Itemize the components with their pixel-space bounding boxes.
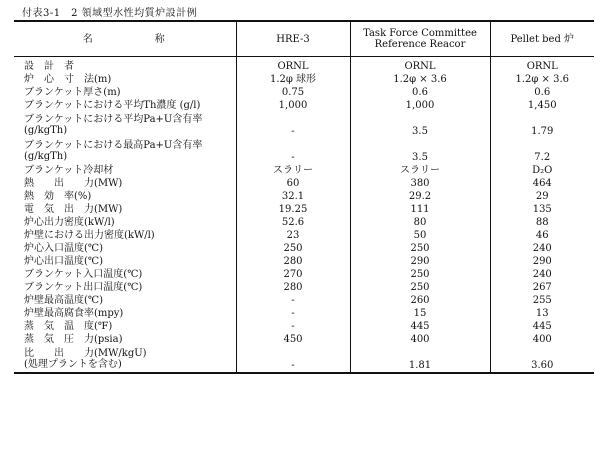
cell-v3: 400 xyxy=(490,333,594,346)
cell-v2: 80 xyxy=(350,216,490,229)
cell-v3: 1.2φ × 3.6 xyxy=(490,73,594,86)
header-name-right: 称 xyxy=(154,33,167,45)
row-label-line: ブランケットにおける平均Pa+U含有率 xyxy=(24,114,203,125)
cell-v1: 1,000 xyxy=(236,99,350,112)
row-label-line: 炉壁最高腐食率(mpy) xyxy=(24,308,124,319)
cell-v1: 450 xyxy=(236,333,350,346)
row-label-line: ブランケットにおける平均Th濃度 (g/l) xyxy=(24,100,201,111)
cell-v1: 52.6 xyxy=(236,216,350,229)
table-row xyxy=(14,203,594,216)
cell-v3: 3.60 xyxy=(490,346,594,373)
table-row xyxy=(14,86,594,99)
row-label-line: ブランケット厚さ(m) xyxy=(24,87,121,98)
header-name-left: 名 xyxy=(82,33,95,45)
table-row xyxy=(14,333,594,346)
row-label xyxy=(14,229,236,242)
row-label-line: ブランケット入口温度(℃) xyxy=(24,269,143,280)
cell-v1: - xyxy=(236,112,350,138)
cell-v2: 250 xyxy=(350,281,490,294)
header-task-force-line1: Task Force Committee xyxy=(363,28,477,39)
cell-v1: 32.1 xyxy=(236,190,350,203)
row-label xyxy=(14,307,236,320)
row-label-line: 炉心出口温度(℃) xyxy=(24,256,103,267)
cell-v3: 1.79 xyxy=(490,112,594,138)
row-label-line: 比 出 力(MW/kgU) xyxy=(24,348,147,359)
cell-v2: 1.81 xyxy=(350,346,490,373)
cell-v1: 280 xyxy=(236,255,350,268)
row-label-line: 蒸 気 温 度(℉) xyxy=(24,321,113,332)
cell-v2: 3.5 xyxy=(350,112,490,138)
table-row xyxy=(14,138,594,164)
row-label-line: 蒸 気 圧 力(psia) xyxy=(24,334,123,345)
cell-v2: 250 xyxy=(350,268,490,281)
cell-v2: 15 xyxy=(350,307,490,320)
header-task-force-line2: Reference Reacor xyxy=(374,39,466,50)
table-row xyxy=(14,255,594,268)
row-label-line: 炉心出力密度(kW/l) xyxy=(24,217,115,228)
row-label-line: ブランケット冷却材 xyxy=(24,165,114,176)
cell-v3: 88 xyxy=(490,216,594,229)
row-label-line: (g/kgTh) xyxy=(24,151,68,162)
header-name xyxy=(14,21,236,57)
row-label-line: 電 気 出 力(MW) xyxy=(24,204,123,215)
cell-v2: 50 xyxy=(350,229,490,242)
table-caption: 付表3-1 2 領域型水性均質炉設計例 xyxy=(22,8,198,19)
row-label xyxy=(14,333,236,346)
row-label-line: 炉心入口温度(℃) xyxy=(24,243,103,254)
header-pellet-bed: Pellet bed 炉 xyxy=(490,21,594,57)
row-label xyxy=(14,190,236,203)
table-header-row xyxy=(14,21,594,57)
cell-v2: 3.5 xyxy=(350,138,490,164)
row-label-line: 炉 心 寸 法(m) xyxy=(24,74,112,85)
cell-v3: 1,450 xyxy=(490,99,594,112)
table-row xyxy=(14,190,594,203)
cell-v2: 1.2φ × 3.6 xyxy=(350,73,490,86)
row-label-line: ブランケット出口温度(℃) xyxy=(24,282,143,293)
table-row xyxy=(14,294,594,307)
cell-v3: 267 xyxy=(490,281,594,294)
cell-v1: 23 xyxy=(236,229,350,242)
cell-v2: 445 xyxy=(350,320,490,333)
cell-v3: 255 xyxy=(490,294,594,307)
table-row xyxy=(14,73,594,86)
cell-v2: スラリー xyxy=(350,164,490,177)
cell-v2: 29.2 xyxy=(350,190,490,203)
row-label-line: 炉壁における出力密度(kW/l) xyxy=(24,230,155,241)
cell-v1: 19.25 xyxy=(236,203,350,216)
cell-v2: 0.6 xyxy=(350,86,490,99)
table-row xyxy=(14,320,594,333)
cell-v3: 135 xyxy=(490,203,594,216)
cell-v3: 464 xyxy=(490,177,594,190)
table-row xyxy=(14,57,594,74)
cell-v1: 1.2φ 球形 xyxy=(236,73,350,86)
table-row xyxy=(14,346,594,373)
row-label xyxy=(14,99,236,112)
row-label xyxy=(14,164,236,177)
cell-v2: 380 xyxy=(350,177,490,190)
row-label-line: 炉壁最高温度(℃) xyxy=(24,295,103,306)
cell-v2: 260 xyxy=(350,294,490,307)
table-row xyxy=(14,99,594,112)
row-label-line: 熱 効 率(%) xyxy=(24,191,92,202)
table-row xyxy=(14,164,594,177)
row-label xyxy=(14,268,236,281)
row-label xyxy=(14,86,236,99)
table-row xyxy=(14,268,594,281)
cell-v3: 0.6 xyxy=(490,86,594,99)
reactor-design-table xyxy=(14,20,594,374)
table-row xyxy=(14,177,594,190)
cell-v3: 7.2 xyxy=(490,138,594,164)
table-row xyxy=(14,112,594,138)
cell-v1: 0.75 xyxy=(236,86,350,99)
row-label xyxy=(14,112,236,138)
cell-v1: - xyxy=(236,346,350,373)
row-label xyxy=(14,294,236,307)
row-label-line: 設 計 者 xyxy=(24,61,74,72)
cell-v3: 240 xyxy=(490,268,594,281)
row-label xyxy=(14,57,236,74)
row-label-line: (g/kgTh) xyxy=(24,125,68,136)
row-label xyxy=(14,177,236,190)
cell-v3: 13 xyxy=(490,307,594,320)
cell-v3: 46 xyxy=(490,229,594,242)
row-label xyxy=(14,216,236,229)
cell-v2: 290 xyxy=(350,255,490,268)
cell-v3: D₂O xyxy=(490,164,594,177)
row-label xyxy=(14,255,236,268)
cell-v1: - xyxy=(236,320,350,333)
row-label xyxy=(14,346,236,373)
header-hre3: HRE-3 xyxy=(236,21,350,57)
cell-v1: ORNL xyxy=(236,57,350,74)
cell-v3: 445 xyxy=(490,320,594,333)
row-label-line: 熱 出 力(MW) xyxy=(24,178,123,189)
table-row xyxy=(14,307,594,320)
cell-v3: 240 xyxy=(490,242,594,255)
table-row xyxy=(14,281,594,294)
cell-v1: 270 xyxy=(236,268,350,281)
row-label xyxy=(14,203,236,216)
cell-v2: 400 xyxy=(350,333,490,346)
table-row xyxy=(14,216,594,229)
row-label xyxy=(14,281,236,294)
table-body xyxy=(14,57,594,374)
cell-v3: 29 xyxy=(490,190,594,203)
row-label xyxy=(14,138,236,164)
table-row xyxy=(14,229,594,242)
cell-v3: ORNL xyxy=(490,57,594,74)
cell-v2: 111 xyxy=(350,203,490,216)
row-label xyxy=(14,320,236,333)
cell-v2: ORNL xyxy=(350,57,490,74)
cell-v3: 290 xyxy=(490,255,594,268)
cell-v1: - xyxy=(236,294,350,307)
cell-v1: 60 xyxy=(236,177,350,190)
cell-v1: 280 xyxy=(236,281,350,294)
row-label xyxy=(14,242,236,255)
cell-v1: - xyxy=(236,138,350,164)
cell-v2: 250 xyxy=(350,242,490,255)
row-label-line: ブランケットにおける最高Pa+U含有率 xyxy=(24,140,203,151)
header-task-force xyxy=(350,21,490,57)
cell-v2: 1,000 xyxy=(350,99,490,112)
cell-v1: 250 xyxy=(236,242,350,255)
table-row xyxy=(14,242,594,255)
row-label xyxy=(14,73,236,86)
cell-v1: - xyxy=(236,307,350,320)
cell-v1: スラリー xyxy=(236,164,350,177)
row-label-line: (処理プラントを含む) xyxy=(24,359,122,370)
